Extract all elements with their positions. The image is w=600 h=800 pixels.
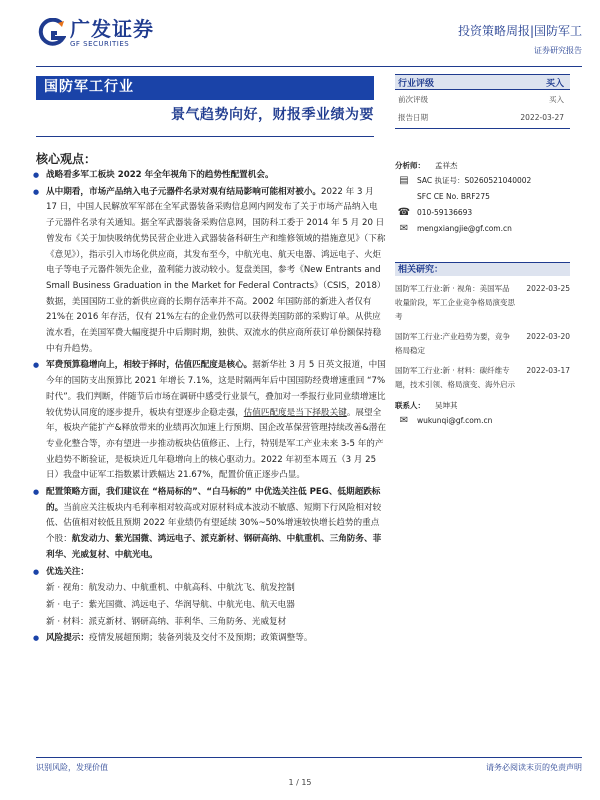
- contact-name: 吴坤其: [435, 400, 458, 410]
- report-category: 证券研究报告: [534, 46, 582, 55]
- rating-box: [395, 74, 570, 129]
- headline-divider: [36, 136, 374, 137]
- related-research: [395, 262, 570, 392]
- rating-value: 买入: [545, 78, 564, 89]
- picks-line-3: 新 · 材料：派克新材、钢研高纳、菲利华、三角防务、光威复材: [46, 616, 287, 627]
- page-number: 1 / 15: [288, 778, 312, 787]
- phone-row: ☎ 010-59136693: [395, 204, 570, 220]
- mail-icon: ✉: [399, 414, 409, 426]
- footer-slogan: 识别风险，发现价值: [36, 763, 108, 772]
- core-views-body: [36, 168, 386, 648]
- banner-underline: [36, 98, 374, 100]
- contact-email[interactable]: wukunqi@gf.com.cn: [417, 415, 493, 425]
- rating-header: 行业评级 买入: [395, 74, 570, 90]
- related-item[interactable]: 国防军工行业:新 · 材料：碳纤维专题，技术引领、格局演变、海外启示 2022-03-17: [395, 366, 570, 389]
- picks-line-1: 新 · 视角：航发动力、中航重机、中航高科、中航沈飞、航发控制: [46, 583, 295, 594]
- bullet-risk: ● 风险提示：疫情发展超预期；装备列装及交付不及预期；政策调整等。: [36, 631, 386, 647]
- logo-en-text: GF SECURITIES: [70, 40, 130, 48]
- contact-label: 联系人：: [395, 400, 425, 410]
- picks-line-2: 新 · 电子：紫光国微、鸿远电子、华润导航、中航光电、航天电器: [46, 599, 295, 610]
- logo-cn-text: 广发证券: [70, 17, 154, 41]
- core-views-title: 核心观点：: [36, 152, 97, 166]
- rating-divider: [395, 128, 570, 129]
- footer-disclaimer: 请务必阅读末页的免责声明: [486, 763, 582, 772]
- gf-logo-icon: [36, 18, 66, 48]
- analyst-email[interactable]: mengxiangjie@gf.com.cn: [417, 223, 512, 233]
- header-divider: [36, 66, 582, 67]
- report-header: [0, 0, 600, 72]
- analyst-name: 孟祥杰: [435, 160, 458, 170]
- sac-row: ▤ SAC 执证号：S0260521040002: [395, 172, 570, 188]
- related-research-title: 相关研究：: [395, 262, 570, 276]
- bullet-allocation: ● 配置策略方面，我们建议在 “格局标的”、“白马标的” 中优选关注低 PEG、低期超跌标的。当前应关注板块内毛利率相对较高或对原材料成本波动不敏感、短期下行风险相对较低、估值相对较低且预期 2022 年业绩仍有望延续 30%~50%增速较快增长趋势的重点个股：航发动力、紫光国微、鸿远电子、派克新材、钢研高纳、中航重机、三角防务、菲利华、光威复材、中航光电。: [36, 485, 386, 564]
- footer-divider: [36, 757, 582, 758]
- report-headline: 景气趋势向好，财报季业绩为要: [171, 107, 374, 123]
- report-type-title: 投资策略周报|国防军工: [457, 24, 582, 38]
- analyst-info: [395, 158, 570, 236]
- phone-icon: ☎: [397, 206, 411, 218]
- contact-email-row: [395, 412, 570, 428]
- related-item[interactable]: 国防军工行业:新 · 视角：美国军品收量阶段，军工企业竞争格局演变思考 2022-03-25: [395, 284, 570, 321]
- email-row: [395, 220, 570, 236]
- report-date-row: 报告日期 2022-03-27: [398, 112, 564, 122]
- related-item[interactable]: 国防军工行业:产业趋势为要，竞争格局稳定 2022-03-20: [395, 332, 570, 355]
- industry-banner: 国防军工行业: [36, 76, 374, 98]
- bullet-picks: ● 优选关注：: [36, 565, 386, 581]
- previous-rating-row: 前次评级 买入: [398, 94, 564, 104]
- sfc-row: SFC CE No. BRF275: [417, 191, 490, 201]
- gf-securities-logo: [36, 18, 154, 48]
- id-card-icon: ▤: [399, 174, 409, 186]
- bullet-budget: ● 军费预算稳增向上，相较于择时，估值匹配度是核心。据新华社 3 月 5 日英文报道，中国今年的国防支出预算比 2021 年增长 7.1%，这是时隔两年后中国国防经费增速重回 “7%时代”。我们判断，伴随节后市场在调研中感受行业景气，叠加对一季报行业同业绩增速比较优势认同度的逐步提升，板块有望逐步企稳走强，估值匹配度是当下择股关键。展望全年，板块产能扩产&释放带来的业绩再次加速上行预期、国企改革保营管理持续改善&潜在专业化整合等，亦有望进一步推动板块估值修正、上行，特别是军工产业未来 3-5 年的产业趋势不断验证，是板块近几年稳增向上的核心驱动力。2022 年初至本周五（3 月 25 日）我盘中证军工指数累计跌幅达 21.67%，配置价值正逐步凸显。: [36, 358, 386, 484]
- analyst-label: 分析师：: [395, 160, 425, 170]
- bullet-strategy: ● 战略看多军工板块 2022 年全年视角下的趋势性配置机会。: [36, 168, 386, 184]
- bullet-midterm: ● 从中期看，市场产品纳入电子元器件名录对观有结局影响可能相对被小。2022 年 3 月 17 日，中国人民解放军军部在全军武器装备采购信息网内网发布了关于市场产品纳入电子元器件名录有关通知。据全军武器装备采购信息网，国防科工委于 2014 年 5 月 20 日曾发布《关于加快吸纳优势民营企业进入武器装备科研生产和维修领域的措施意见》（下称《意见》），指示引入市场化供应商，其发布至今，中航光电、航天电器、鸿远电子、火炬电子等电子元器件领先企业，盈利能力波动较小。复盘美国，参考《New Entrants and Small Business Graduation in the Market for Federal Contracts》（CSIS，2018）数据，美国国防工业的新供应商的长期存活率并不高。2002 年国防部的新进入者仅有 21%在 2016 年存活，仅有 21%左右的企业仍然可以获得美国防部的采购订单。从供应流水看，在美国军费大幅度提升中后期时期，独供、双流水的供应商所获订单份额保持稳中有升趋势。: [36, 185, 386, 358]
- contact-info: [395, 398, 570, 428]
- mail-icon: ✉: [399, 222, 409, 234]
